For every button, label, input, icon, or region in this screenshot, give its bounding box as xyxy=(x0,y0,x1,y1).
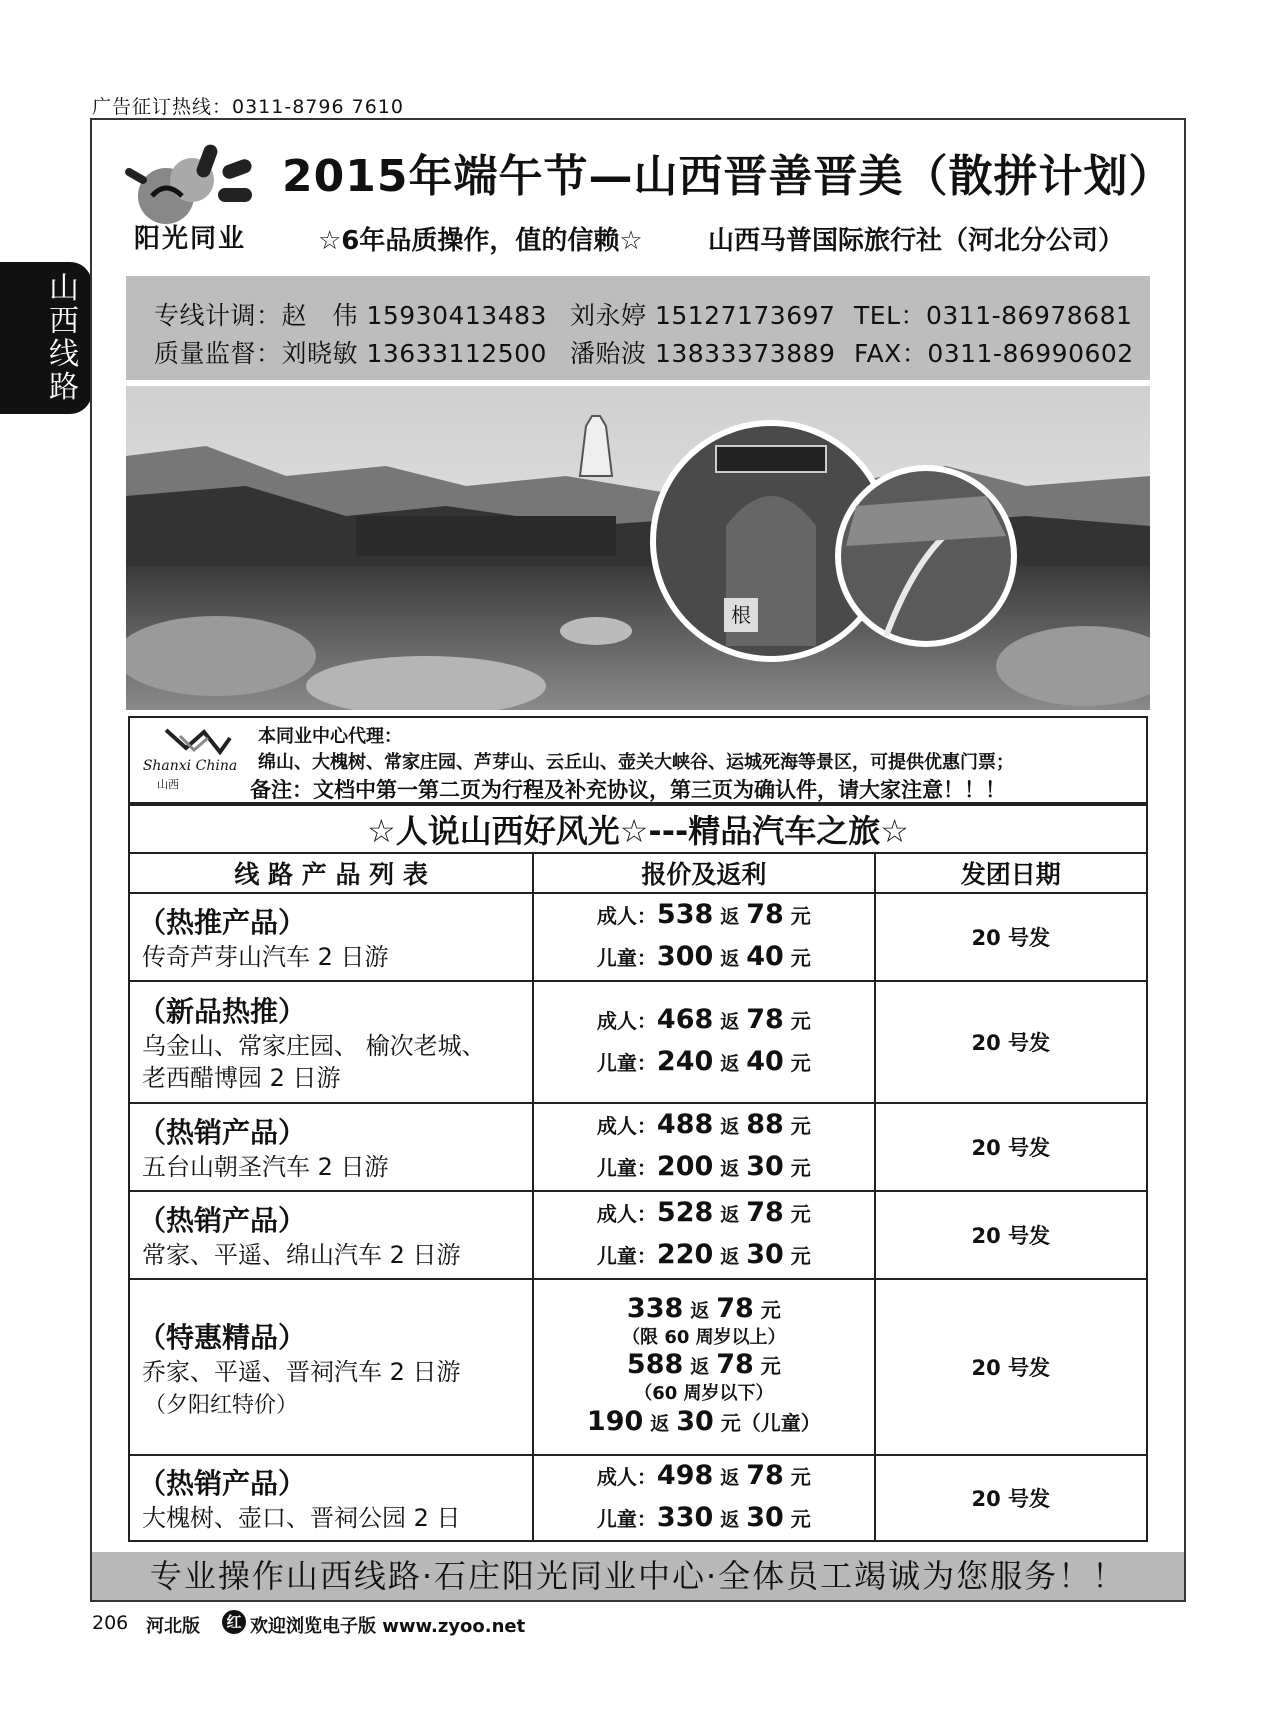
unit: 元 xyxy=(790,1114,811,1138)
section-tab xyxy=(0,262,92,414)
senior-price-line xyxy=(534,1294,873,1326)
senior-price: 338 xyxy=(626,1293,684,1324)
child-price-line xyxy=(534,1147,873,1189)
tab-char: 西 xyxy=(49,304,79,339)
welcome-link[interactable]: 欢迎浏览电子版 www.zyoo.net xyxy=(250,1616,526,1637)
child-price-line xyxy=(534,1235,873,1277)
page-title: 2015年端午节—山西晋善晋美（散拼计划） xyxy=(282,151,1174,202)
price-label: 成人： xyxy=(596,1202,657,1226)
route-name: 大槐树、壶口、晋祠公园 2 日 xyxy=(142,1504,461,1532)
route-table xyxy=(128,804,1148,1542)
senior-condition: （限 60 周岁以上） xyxy=(622,1327,786,1348)
adult-rebate: 88 xyxy=(746,1109,784,1140)
child-price: 220 xyxy=(656,1239,714,1270)
rebate-label: 返 xyxy=(720,1204,740,1226)
price-label: 成人： xyxy=(596,1114,657,1138)
route-name: 乔家、平遥、晋祠汽车 2 日游 xyxy=(142,1357,461,1386)
unit: 元 xyxy=(760,1354,781,1378)
rebate-label: 返 xyxy=(720,906,740,928)
adult-price: 468 xyxy=(656,1004,714,1035)
contact-tel: TEL：0311-86978681 xyxy=(854,301,1133,330)
child-rebate: 30 xyxy=(746,1151,784,1182)
route-name: 乌金山、常家庄园、 榆次老城、 xyxy=(142,1032,486,1060)
route-category: （热销产品） xyxy=(138,1204,307,1237)
price-label: 成人： xyxy=(596,904,657,928)
adult-rebate: 78 xyxy=(746,1460,784,1491)
price-cell xyxy=(533,893,874,981)
ad-hotline: 广告征订热线：0311-8796 7610 xyxy=(92,96,404,118)
route-category: （特惠精品） xyxy=(138,1320,307,1354)
adult-rebate: 78 xyxy=(746,1004,784,1035)
date-cell: 20 号发 xyxy=(875,1103,1147,1191)
photo-sign-text: 根 xyxy=(731,603,751,627)
contact-quality: 质量监督：刘晓敏 13633112500 xyxy=(154,339,547,368)
child-price-line xyxy=(534,937,873,979)
tab-char: 线 xyxy=(49,337,79,372)
unit: 元 xyxy=(790,1051,811,1075)
child-price-line xyxy=(534,1498,873,1540)
child-rebate: 40 xyxy=(746,941,784,972)
route-category: （热销产品） xyxy=(138,1116,307,1149)
adult-price: 498 xyxy=(656,1460,714,1491)
route-category: （热推产品） xyxy=(138,906,307,939)
route-name: 五台山朝圣汽车 2 日游 xyxy=(142,1153,389,1181)
rebate-label: 返 xyxy=(650,1413,670,1435)
agent-label: 本同业中心代理： xyxy=(258,726,402,747)
date-cell: 20 号发 xyxy=(875,1191,1147,1279)
adult-condition: （60 周岁以下） xyxy=(634,1383,774,1404)
table-row xyxy=(129,1103,1147,1191)
table-row xyxy=(129,1455,1147,1541)
unit: 元 xyxy=(790,1244,811,1268)
table-banner-row xyxy=(129,805,1147,853)
table-banner: ☆人说山西好风光☆---精品汽车之旅☆ xyxy=(129,805,1147,853)
section-tab-label xyxy=(44,272,84,404)
hong-badge-icon: 红 xyxy=(222,1610,246,1634)
rebate-label: 返 xyxy=(720,1246,740,1268)
price-label: 儿童： xyxy=(596,946,657,970)
unit: 元 xyxy=(790,1507,811,1531)
route-cell xyxy=(129,1279,533,1455)
price-label: 成人： xyxy=(596,1465,657,1489)
adult-price: 528 xyxy=(656,1197,714,1228)
adult-price-line xyxy=(534,1193,873,1235)
contact-fax: FAX：0311-86990602 xyxy=(854,339,1134,368)
rebate-label: 返 xyxy=(720,1011,740,1033)
header-route: 线 路 产 品 列 表 xyxy=(129,853,533,893)
adult-price: 588 xyxy=(626,1349,684,1380)
adult-price: 488 xyxy=(656,1109,714,1140)
unit: 元 xyxy=(790,1465,811,1489)
unit: 元 xyxy=(790,946,811,970)
contact-planner: 专线计调：赵 伟 15930413483 xyxy=(154,301,547,330)
price-label: 儿童： xyxy=(596,1244,657,1268)
adult-price-line xyxy=(534,1350,873,1382)
header-price: 报价及返利 xyxy=(533,853,874,893)
child-price: 300 xyxy=(656,941,714,972)
route-cell xyxy=(129,1103,533,1191)
rebate-label: 返 xyxy=(690,1356,710,1378)
adult-price: 538 xyxy=(656,899,714,930)
scenery-photo xyxy=(126,386,1150,710)
unit: 元 xyxy=(790,1009,811,1033)
table-row xyxy=(129,981,1147,1103)
agent-spots: 绵山、大槐树、常家庄园、芦芽山、云丘山、壶关大峡谷、运城死海等景区，可提供优惠门票； xyxy=(258,752,1014,773)
slogan: ☆6年品质操作，值的信赖☆ xyxy=(318,226,643,256)
tab-char: 路 xyxy=(49,370,79,405)
route-cell xyxy=(129,893,533,981)
adult-price-line xyxy=(534,895,873,937)
price-label: 儿童： xyxy=(596,1051,657,1075)
adult-rebate: 78 xyxy=(716,1349,754,1380)
price-cell xyxy=(533,1191,874,1279)
child-price: 330 xyxy=(656,1502,714,1533)
price-cell xyxy=(533,1103,874,1191)
route-name: 传奇芦芽山汽车 2 日游 xyxy=(142,943,389,971)
rebate-label: 返 xyxy=(720,1158,740,1180)
date-cell: 20 号发 xyxy=(875,1455,1147,1541)
price-cell xyxy=(533,981,874,1103)
price-cell xyxy=(533,1279,874,1455)
page-number: 206 xyxy=(92,1612,129,1634)
rebate-label: 返 xyxy=(720,1509,740,1531)
price-cell xyxy=(533,1455,874,1541)
date-cell: 20 号发 xyxy=(875,1279,1147,1455)
table-row xyxy=(129,893,1147,981)
contact-quality-2: 潘贻波 13833373889 xyxy=(570,339,836,368)
route-name-line2: 老西醋博园 2 日游 xyxy=(142,1064,341,1092)
child-price: 200 xyxy=(656,1151,714,1182)
rebate-label: 返 xyxy=(720,1053,740,1075)
child-price: 190 xyxy=(586,1406,644,1437)
child-rebate: 40 xyxy=(746,1046,784,1077)
route-cell xyxy=(129,981,533,1103)
rebate-label: 返 xyxy=(720,948,740,970)
adult-price-line xyxy=(534,1105,873,1147)
unit: 元 xyxy=(790,1202,811,1226)
child-rebate: 30 xyxy=(676,1406,714,1437)
shanxi-china-logo-icon xyxy=(136,726,244,794)
senior-rebate: 78 xyxy=(716,1293,754,1324)
child-price-line xyxy=(534,1042,873,1084)
adult-price-line xyxy=(534,1456,873,1498)
table-header-row xyxy=(129,853,1147,893)
unit: 元 xyxy=(790,1156,811,1180)
logo-text: 阳光同业 xyxy=(134,224,247,254)
child-rebate: 30 xyxy=(746,1502,784,1533)
logo-sub-text: 山西 xyxy=(157,778,179,791)
header-date: 发团日期 xyxy=(875,853,1147,893)
agent-notice xyxy=(128,716,1148,804)
child-rebate: 30 xyxy=(746,1239,784,1270)
contact-box xyxy=(126,276,1150,380)
rebate-label: 返 xyxy=(720,1116,740,1138)
price-label: 成人： xyxy=(596,1009,657,1033)
unit: 元（儿童） xyxy=(720,1411,821,1435)
table-row xyxy=(129,1191,1147,1279)
unit: 元 xyxy=(790,904,811,928)
route-name: 常家、平遥、绵山汽车 2 日游 xyxy=(142,1241,461,1269)
price-label: 儿童： xyxy=(596,1507,657,1531)
adult-rebate: 78 xyxy=(746,1197,784,1228)
rebate-label: 返 xyxy=(690,1300,710,1322)
date-cell: 20 号发 xyxy=(875,981,1147,1103)
route-cell xyxy=(129,1455,533,1541)
date-cell: 20 号发 xyxy=(875,893,1147,981)
table-row xyxy=(129,1279,1147,1455)
tab-char: 山 xyxy=(49,271,79,306)
footer-banner: 专业操作山西线路·石庄阳光同业中心·全体员工竭诚为您服务！！ xyxy=(92,1552,1184,1600)
agent-note: 备注：文档中第一第二页为行程及补充协议，第三页为确认件，请大家注意！！！ xyxy=(250,778,1006,802)
price-label: 儿童： xyxy=(596,1156,657,1180)
route-cell xyxy=(129,1191,533,1279)
route-note: （夕阳红特价） xyxy=(144,1392,299,1418)
unit: 元 xyxy=(760,1298,781,1322)
adult-price-line xyxy=(534,1000,873,1042)
child-price: 240 xyxy=(656,1046,714,1077)
adult-rebate: 78 xyxy=(746,899,784,930)
edition-label: 河北版 xyxy=(146,1616,200,1637)
contact-planner-2: 刘永婷 15127173697 xyxy=(570,301,836,330)
agency-name: 山西马普国际旅行社（河北分公司） xyxy=(708,226,1125,256)
route-category: （热销产品） xyxy=(138,1467,307,1500)
logo-brand-text: Shanxi China xyxy=(142,758,238,774)
child-price-line xyxy=(534,1406,873,1440)
rebate-label: 返 xyxy=(720,1467,740,1489)
route-category: （新品热推） xyxy=(138,995,307,1028)
